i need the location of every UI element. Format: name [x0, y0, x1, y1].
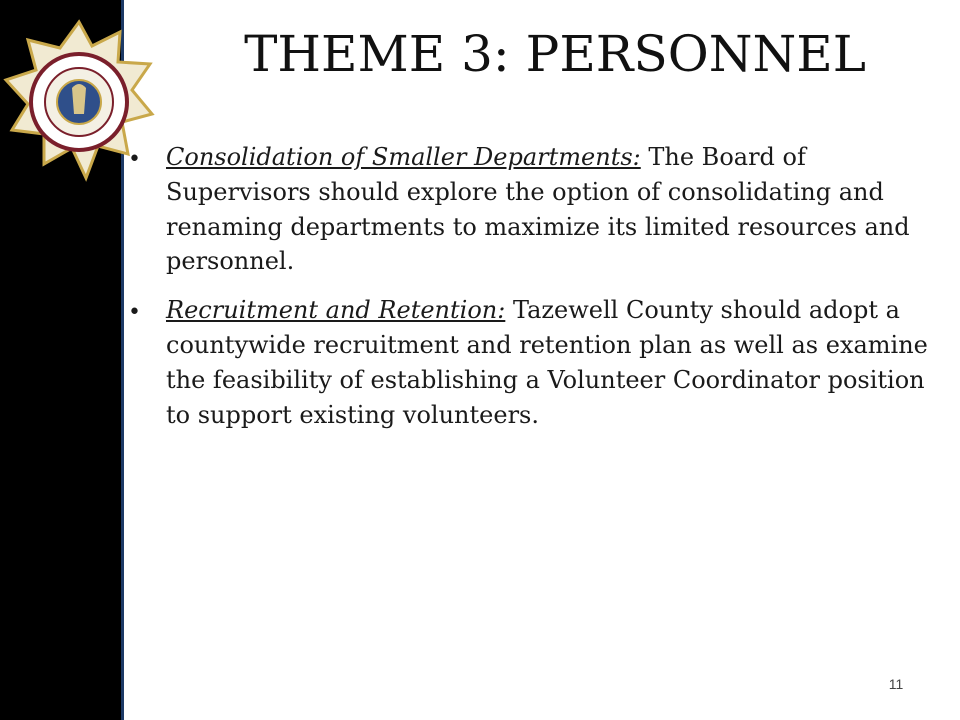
slide-content	[128, 140, 943, 446]
bullet-dot-icon: •	[128, 147, 141, 172]
bullet-text-consolidation: The Board of Supervisors should explore the option of consolidating and renaming departments to maximize its limited resources and personnel.	[166, 143, 910, 276]
bullet-lead-consolidation: Consolidation of Smaller Departments:	[166, 143, 641, 171]
bullet-dot-icon: •	[128, 300, 141, 326]
bullet-text-recruitment: Tazewell County should adopt a countywide recruitment and retention plan as well as examine the feasibility of establishing a Volunteer Coordinator position to support existing volunteers.	[166, 296, 928, 429]
bullet-lead-recruitment: Recruitment and Retention:	[166, 296, 506, 325]
seal-figure-icon	[72, 84, 86, 114]
page-number: 11	[888, 676, 904, 692]
bullet-item-consolidation	[128, 140, 943, 279]
bullet-item-recruitment	[128, 293, 943, 432]
slide-title: THEME 3: PERSONNEL	[244, 25, 866, 83]
